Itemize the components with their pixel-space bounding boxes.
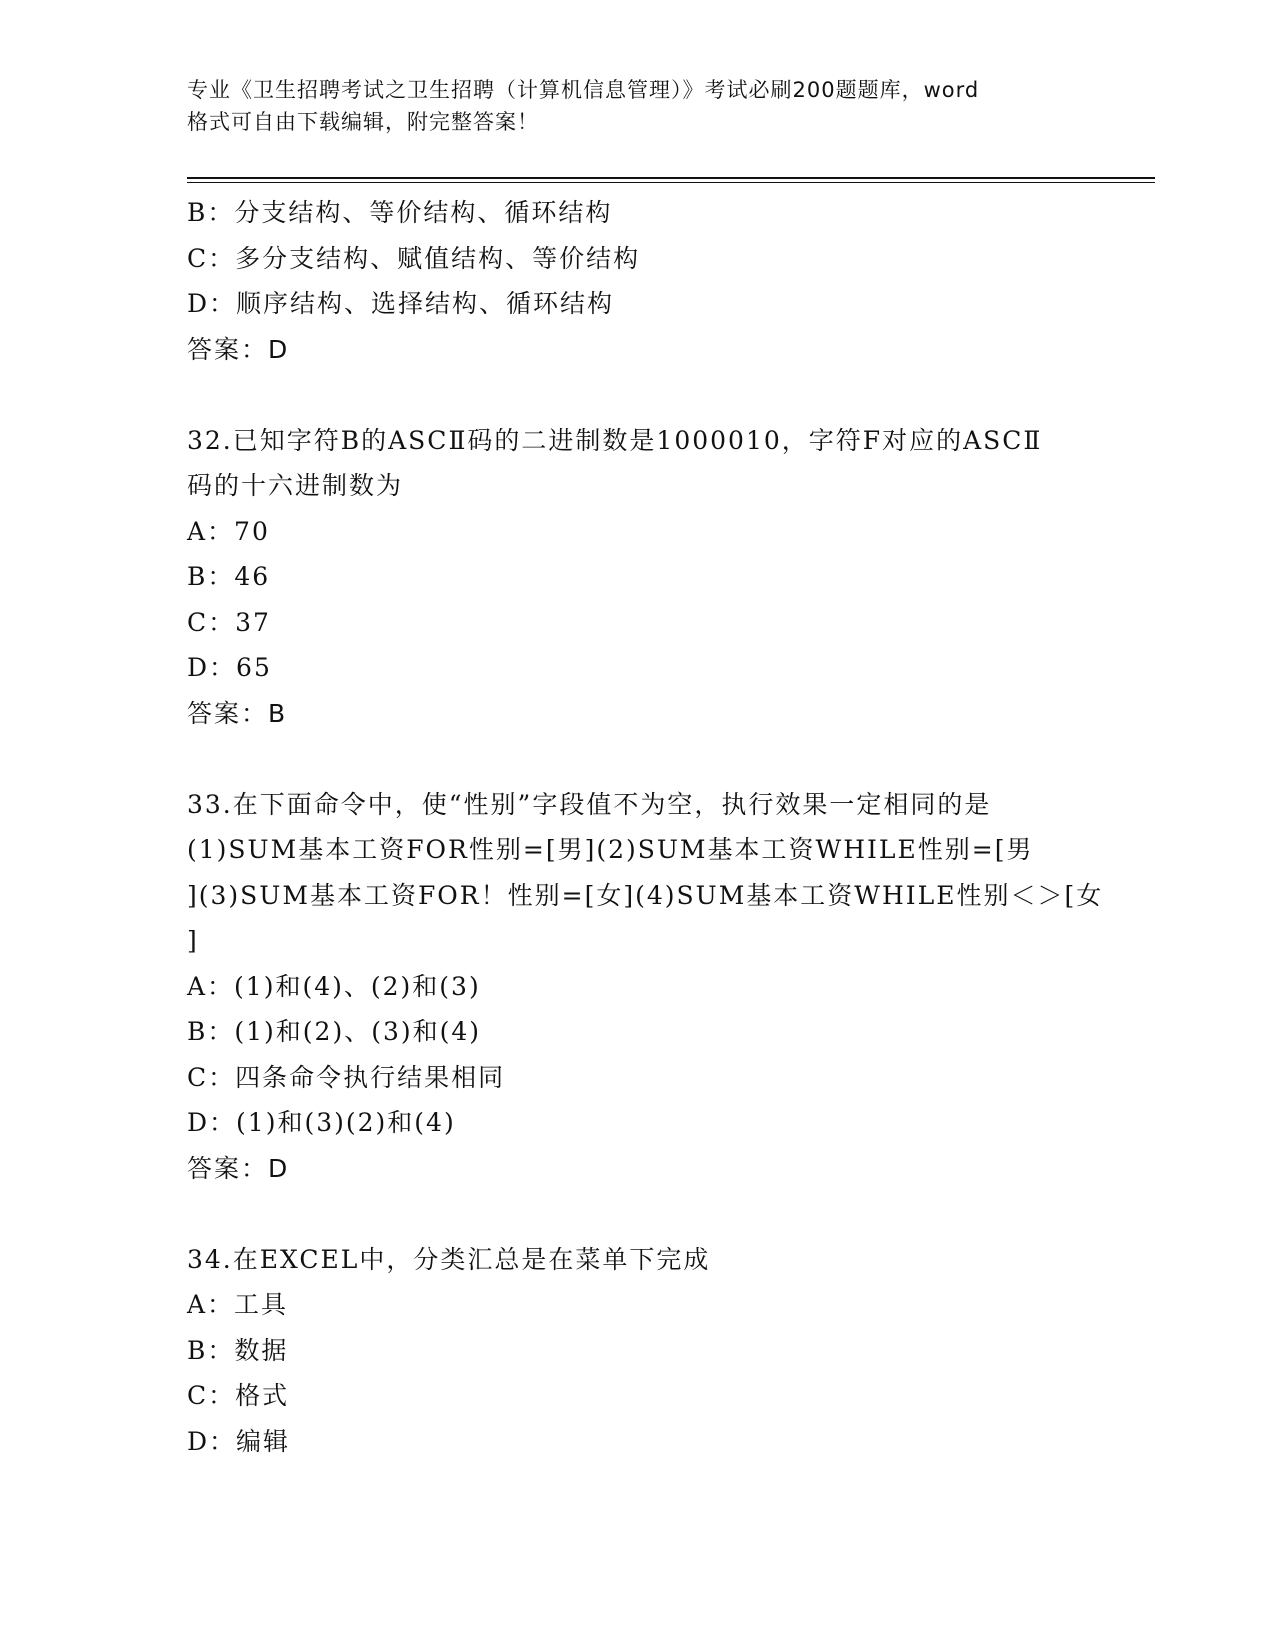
header-divider: [187, 177, 1155, 179]
answer-line: 答案：B: [187, 698, 288, 728]
question-list: [187, 190, 1104, 1464]
header-line-2: 格式可自由下载编辑，附完整答案！: [187, 110, 539, 134]
question-stem-line: 32.已知字符B的ASCⅡ码的二进制数是1000010，字符F对应的ASCⅡ: [187, 425, 1043, 455]
option-b: B：(1)和(2)、(3)和(4): [187, 1017, 482, 1046]
option-d: D：顺序结构、选择结构、循环结构: [187, 289, 615, 318]
spacer: [187, 1191, 1087, 1237]
option-c: C：格式: [187, 1381, 290, 1410]
option-b: B：分支结构、等价结构、循环结构: [187, 198, 613, 227]
question-stem-line: 码的十六进制数为: [187, 471, 404, 500]
question-31: [187, 190, 1087, 372]
question-33: [187, 782, 1104, 1192]
option-a: A：70: [187, 516, 270, 546]
option-b: B：数据: [187, 1335, 289, 1365]
question-stem-line: 33.在下面命令中，使“性别”字段值不为空，执行效果一定相同的是: [187, 789, 992, 819]
option-d: D：65: [187, 653, 272, 682]
header-divider-thin: [187, 182, 1155, 183]
question-stem-line: (1)SUM基本工资FOR性别=[男](2)SUM基本工资WHILE性别=[男: [187, 835, 1034, 864]
option-a: A：(1)和(4)、(2)和(3): [187, 971, 481, 1001]
option-b: B：46: [187, 562, 271, 591]
document-header: [187, 74, 1087, 138]
spacer: [187, 736, 1087, 782]
question-32: [187, 418, 1087, 737]
answer-line: 答案：D: [187, 1153, 290, 1183]
question-stem-line: ](3)SUM基本工资FOR！性别=[女](4)SUM基本工资WHILE性别＜＞[女: [187, 880, 1104, 910]
option-c: C：多分支结构、赋值结构、等价结构: [187, 243, 641, 273]
option-a: A：工具: [187, 1290, 289, 1319]
answer-line: 答案：D: [187, 334, 290, 364]
option-d: D：(1)和(3)(2)和(4): [187, 1108, 456, 1137]
question-stem-line: ]: [187, 926, 199, 955]
question-stem-line: 34.在EXCEL中，分类汇总是在菜单下完成: [187, 1244, 711, 1274]
spacer: [187, 372, 1087, 418]
option-c: C：37: [187, 607, 271, 637]
header-line-1: 专业《卫生招聘考试之卫生招聘（计算机信息管理）》考试必刷200题题库，word: [187, 78, 980, 102]
option-d: D：编辑: [187, 1426, 291, 1456]
question-34: [187, 1237, 1087, 1465]
option-c: C：四条命令执行结果相同: [187, 1062, 506, 1092]
